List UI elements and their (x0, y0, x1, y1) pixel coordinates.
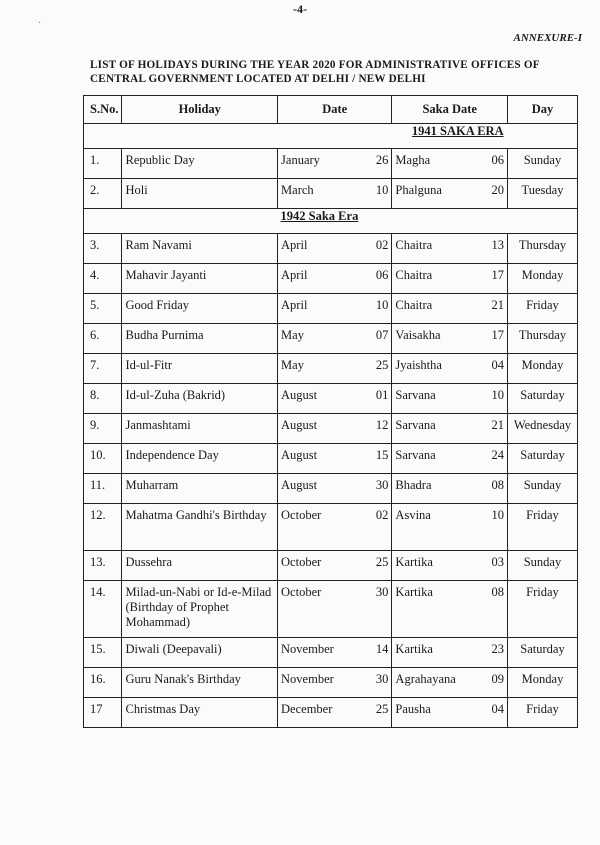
row-saka-date: 06 (484, 149, 508, 179)
table-row (84, 294, 578, 324)
row-saka-date: 08 (484, 474, 508, 504)
table-row (84, 354, 578, 384)
row-saka: Bhadra (392, 474, 484, 504)
row-saka: Sarvana (392, 414, 484, 444)
row-date: 10 (368, 179, 392, 209)
row-day: Friday (507, 294, 577, 324)
row-sno: 4. (84, 264, 122, 294)
row-saka: Sarvana (392, 384, 484, 414)
row-saka-date: 04 (484, 354, 508, 384)
row-sno: 11. (84, 474, 122, 504)
annexure-label: ANNEXURE-I (513, 32, 582, 44)
row-date: 30 (368, 581, 392, 638)
row-day: Saturday (507, 638, 577, 668)
table-row (84, 581, 578, 638)
row-holiday: Id-ul-Fitr (122, 354, 278, 384)
row-holiday: Janmashtami (122, 414, 278, 444)
table-row (84, 444, 578, 474)
row-holiday: Republic Day (122, 149, 278, 179)
row-saka-date: 09 (484, 668, 508, 698)
row-date: 26 (368, 149, 392, 179)
row-holiday: Ram Navami (122, 234, 278, 264)
row-saka-date: 10 (484, 504, 508, 551)
table-row (84, 234, 578, 264)
row-saka: Kartika (392, 638, 484, 668)
row-holiday: Muharram (122, 474, 278, 504)
row-month: November (278, 638, 369, 668)
row-month: August (278, 444, 369, 474)
row-date: 12 (368, 414, 392, 444)
row-day: Saturday (507, 444, 577, 474)
row-date: 02 (368, 234, 392, 264)
holiday-table (83, 95, 578, 728)
row-saka-date: 10 (484, 384, 508, 414)
era-cell (278, 209, 578, 234)
row-holiday: Mahavir Jayanti (122, 264, 278, 294)
row-month: May (278, 354, 369, 384)
row-date: 25 (368, 551, 392, 581)
row-holiday: Holi (122, 179, 278, 209)
row-holiday: Diwali (Deepavali) (122, 638, 278, 668)
row-sno: 14. (84, 581, 122, 638)
row-sno: 15. (84, 638, 122, 668)
header-date: Date (278, 96, 392, 124)
row-saka: Chaitra (392, 264, 484, 294)
row-saka-date: 20 (484, 179, 508, 209)
row-day: Monday (507, 668, 577, 698)
row-day: Friday (507, 698, 577, 728)
row-holiday: Mahatma Gandhi's Birthday (122, 504, 278, 551)
row-holiday: Milad-un-Nabi or Id-e-Milad (Birthday of Prophet Mohammad) (122, 581, 278, 638)
row-saka: Chaitra (392, 294, 484, 324)
row-holiday: Guru Nanak's Birthday (122, 668, 278, 698)
row-saka-date: 21 (484, 414, 508, 444)
row-holiday: Dussehra (122, 551, 278, 581)
table-row (84, 698, 578, 728)
row-holiday: Id-ul-Zuha (Bakrid) (122, 384, 278, 414)
row-saka-date: 08 (484, 581, 508, 638)
row-day: Thursday (507, 234, 577, 264)
row-month: August (278, 414, 369, 444)
row-saka-date: 17 (484, 324, 508, 354)
row-month: August (278, 474, 369, 504)
row-month: December (278, 698, 369, 728)
row-month: January (278, 149, 369, 179)
era-row-1942 (84, 209, 578, 234)
row-day: Thursday (507, 324, 577, 354)
row-sno: 6. (84, 324, 122, 354)
table-row (84, 638, 578, 668)
row-sno: 3. (84, 234, 122, 264)
row-day: Sunday (507, 149, 577, 179)
row-holiday: Budha Purnima (122, 324, 278, 354)
row-day: Sunday (507, 474, 577, 504)
row-day: Monday (507, 354, 577, 384)
table-header-row (84, 96, 578, 124)
row-day: Saturday (507, 384, 577, 414)
row-saka-date: 23 (484, 638, 508, 668)
row-date: 30 (368, 668, 392, 698)
table-row (84, 551, 578, 581)
row-saka-date: 21 (484, 294, 508, 324)
row-date: 30 (368, 474, 392, 504)
row-date: 02 (368, 504, 392, 551)
row-saka: Pausha (392, 698, 484, 728)
row-date: 07 (368, 324, 392, 354)
row-saka: Agrahayana (392, 668, 484, 698)
row-date: 01 (368, 384, 392, 414)
row-month: October (278, 504, 369, 551)
table-row (84, 668, 578, 698)
row-saka: Phalguna (392, 179, 484, 209)
row-day: Friday (507, 504, 577, 551)
row-sno: 2. (84, 179, 122, 209)
row-saka-date: 24 (484, 444, 508, 474)
row-date: 10 (368, 294, 392, 324)
row-date: 06 (368, 264, 392, 294)
row-month: April (278, 234, 369, 264)
era-spacer-left (84, 209, 278, 234)
row-month: May (278, 324, 369, 354)
row-saka-date: 04 (484, 698, 508, 728)
row-sno: 8. (84, 384, 122, 414)
table-row (84, 324, 578, 354)
header-saka-date: Saka Date (392, 96, 508, 124)
row-date: 14 (368, 638, 392, 668)
row-month: April (278, 294, 369, 324)
row-sno: 5. (84, 294, 122, 324)
table-row (84, 414, 578, 444)
header-sno: S.No. (84, 96, 122, 124)
row-saka-date: 13 (484, 234, 508, 264)
era-row-1941 (84, 124, 578, 149)
row-month: October (278, 581, 369, 638)
row-saka: Sarvana (392, 444, 484, 474)
row-sno: 12. (84, 504, 122, 551)
header-day: Day (507, 96, 577, 124)
row-sno: 7. (84, 354, 122, 384)
page-number: -4- (293, 2, 307, 16)
row-saka: Kartika (392, 551, 484, 581)
row-saka-date: 03 (484, 551, 508, 581)
row-sno: 9. (84, 414, 122, 444)
row-date: 25 (368, 698, 392, 728)
era-label-1941: 1941 SAKA ERA (411, 124, 504, 138)
row-date: 15 (368, 444, 392, 474)
row-month: March (278, 179, 369, 209)
row-saka: Asvina (392, 504, 484, 551)
row-sno: 16. (84, 668, 122, 698)
row-saka: Kartika (392, 581, 484, 638)
row-saka: Vaisakha (392, 324, 484, 354)
title-line-1: LIST OF HOLIDAYS DURING THE YEAR 2020 FOR ADMINISTRATIVE OFFICES OF (90, 59, 540, 71)
row-date: 25 (368, 354, 392, 384)
row-month: April (278, 264, 369, 294)
row-holiday: Independence Day (122, 444, 278, 474)
row-month: November (278, 668, 369, 698)
row-sno: 1. (84, 149, 122, 179)
table-row (84, 384, 578, 414)
table-row (84, 504, 578, 551)
era-label-1942: 1942 Saka Era (280, 209, 359, 223)
document-title (90, 58, 590, 86)
row-sno: 13. (84, 551, 122, 581)
row-saka-date: 17 (484, 264, 508, 294)
row-day: Monday (507, 264, 577, 294)
row-month: October (278, 551, 369, 581)
row-saka: Chaitra (392, 234, 484, 264)
row-holiday: Good Friday (122, 294, 278, 324)
row-day: Tuesday (507, 179, 577, 209)
row-saka: Magha (392, 149, 484, 179)
row-sno: 10. (84, 444, 122, 474)
table-row (84, 149, 578, 179)
table-body (84, 124, 578, 728)
scan-mark: · (38, 18, 42, 29)
row-day: Wednesday (507, 414, 577, 444)
table-row (84, 264, 578, 294)
row-holiday: Christmas Day (122, 698, 278, 728)
title-line-2: CENTRAL GOVERNMENT LOCATED AT DELHI / NEW DELHI (90, 73, 426, 85)
row-saka: Jyaishtha (392, 354, 484, 384)
row-day: Sunday (507, 551, 577, 581)
table-row (84, 474, 578, 504)
row-month: August (278, 384, 369, 414)
header-holiday: Holiday (122, 96, 278, 124)
table-row (84, 179, 578, 209)
row-sno: 17 (84, 698, 122, 728)
row-day: Friday (507, 581, 577, 638)
